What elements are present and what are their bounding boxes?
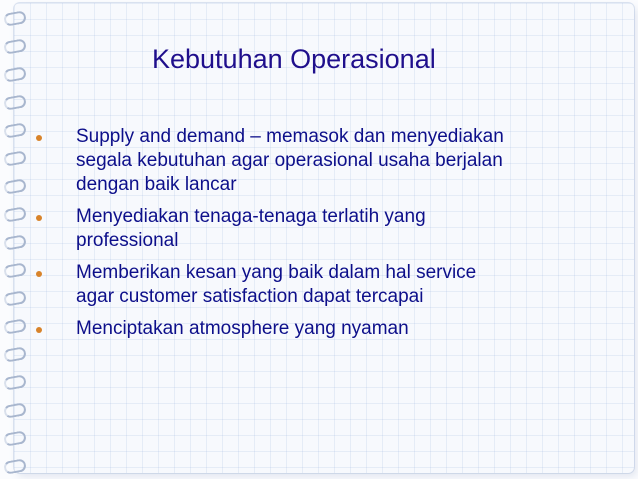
spiral-ring [3, 234, 27, 251]
spiral-ring [3, 150, 27, 167]
bullet-dot-icon [36, 135, 42, 141]
spiral-binding [0, 0, 28, 479]
bullet-dot-icon [36, 271, 42, 277]
bullet-item [36, 317, 606, 341]
spiral-ring [3, 122, 27, 139]
spiral-ring [3, 290, 27, 307]
spiral-ring [3, 318, 27, 335]
bullet-text: Menyediakan tenaga-tenaga terlatih yang professional [76, 206, 426, 251]
spiral-ring [3, 458, 27, 475]
spiral-ring [3, 38, 27, 55]
bullet-item [36, 205, 606, 253]
bullet-dot-icon [36, 327, 42, 333]
spiral-ring [3, 10, 27, 27]
spiral-ring [3, 430, 27, 447]
spiral-ring [3, 94, 27, 111]
spiral-ring [3, 346, 27, 363]
bullet-item [36, 125, 606, 197]
bullet-text: Supply and demand – memasok dan menyediakan segala kebutuhan agar operasional usaha berjalan dengan baik lancar [76, 126, 504, 195]
spiral-ring [3, 374, 27, 391]
spiral-ring [3, 206, 27, 223]
spiral-ring [3, 178, 27, 195]
bullet-text: Memberikan kesan yang baik dalam hal service agar customer satisfaction dapat tercapai [76, 262, 477, 307]
bullet-text: Menciptakan atmosphere yang nyaman [76, 318, 409, 339]
spiral-ring [3, 402, 27, 419]
spiral-ring [3, 66, 27, 83]
slide-title: Kebutuhan Operasional [152, 44, 436, 74]
spiral-ring [3, 262, 27, 279]
bullet-dot-icon [36, 215, 42, 221]
bullet-item [36, 261, 606, 309]
bullet-list [36, 125, 606, 349]
